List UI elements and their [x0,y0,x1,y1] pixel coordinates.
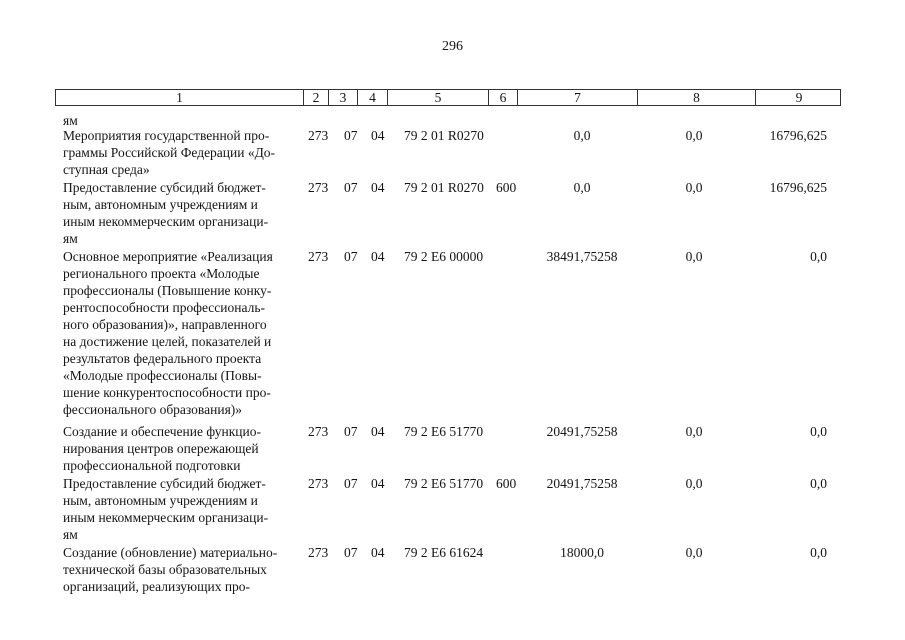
amount-column-7: 38491,75258 [546,249,618,264]
subsection-code: 04 [371,128,385,143]
amount-column-7: 0,0 [573,180,591,195]
subsection-code: 04 [371,545,385,560]
subsection-code: 04 [371,180,385,195]
section-code: 07 [344,476,358,491]
amount-column-8: 0,0 [685,249,703,264]
amount-column-8: 0,0 [685,180,703,195]
section-code: 07 [344,545,358,560]
amount-column-9: 0,0 [810,476,827,491]
admin-code: 273 [308,424,329,439]
column-header-7: 7 [518,90,638,105]
amount-column-8: 0,0 [685,476,703,491]
page-number: 296 [442,39,463,54]
amount-column-9: 16796,625 [769,180,827,195]
expense-type-code: 600 [496,180,517,195]
admin-code: 273 [308,476,329,491]
target-article-code: 79 2 E6 00000 [404,249,484,264]
column-header-9: 9 [795,90,803,105]
column-header-2: 2 [304,90,329,105]
table-header [55,89,841,106]
amount-column-9: 0,0 [810,424,827,439]
section-code: 07 [344,128,358,143]
amount-column-7: 20491,75258 [546,424,618,439]
target-article-code: 79 2 E6 61624 [404,545,484,560]
admin-code: 273 [308,249,329,264]
subsection-code: 04 [371,249,385,264]
admin-code: 273 [308,545,329,560]
row-description: Мероприятия государственной про- граммы Российской Федерации «До- ступная среда» [63,128,276,177]
row-description: Предоставление субсидий бюджет- ным, автономным учреждениям и иным некоммерческим организаци- ям [63,476,269,542]
column-header-1: 1 [56,90,304,105]
target-article-code: 79 2 E6 51770 [404,424,484,439]
column-header-6: 6 [489,90,518,105]
amount-column-7: 20491,75258 [546,476,618,491]
amount-column-8: 0,0 [685,424,703,439]
section-code: 07 [344,424,358,439]
admin-code: 273 [308,128,329,143]
target-article-code: 79 2 01 R0270 [404,180,484,195]
row-description: Основное мероприятие «Реализация регионального проекта «Молодые профессионалы (Повышение конку- рентоспособности профессиональ- ного образования)», направленного на достижение целей, показателей и результатов федерального проекта «Молодые профессионалы (Повы- шение конкурентоспособности про- фессионального образования)» [63,249,273,417]
amount-column-9: 16796,625 [769,128,827,143]
section-code: 07 [344,249,358,264]
target-article-code: 79 2 E6 51770 [404,476,484,491]
column-header-3: 3 [329,90,358,105]
column-header-5: 5 [388,90,489,105]
amount-column-9: 0,0 [810,545,827,560]
row-description: Создание (обновление) материально- технической базы образовательных организаций, реализующих про- [63,545,278,594]
column-header-8: 8 [638,90,756,105]
admin-code: 273 [308,180,329,195]
amount-column-7: 18000,0 [560,545,604,560]
subsection-code: 04 [371,476,385,491]
expense-type-code: 600 [496,476,517,491]
amount-column-7: 0,0 [573,128,591,143]
amount-column-8: 0,0 [685,128,703,143]
column-header-4: 4 [358,90,388,105]
row-description: Предоставление субсидий бюджет- ным, автономным учреждениям и иным некоммерческим организаци- ям [63,180,269,246]
subsection-code: 04 [371,424,385,439]
amount-column-8: 0,0 [685,545,703,560]
amount-column-9: 0,0 [810,249,827,264]
section-code: 07 [344,180,358,195]
continuation-text: ям [63,113,78,128]
target-article-code: 79 2 01 R0270 [404,128,484,143]
row-description: Создание и обеспечение функцио- нирования центров опережающей профессиональной подготовки [63,424,261,473]
